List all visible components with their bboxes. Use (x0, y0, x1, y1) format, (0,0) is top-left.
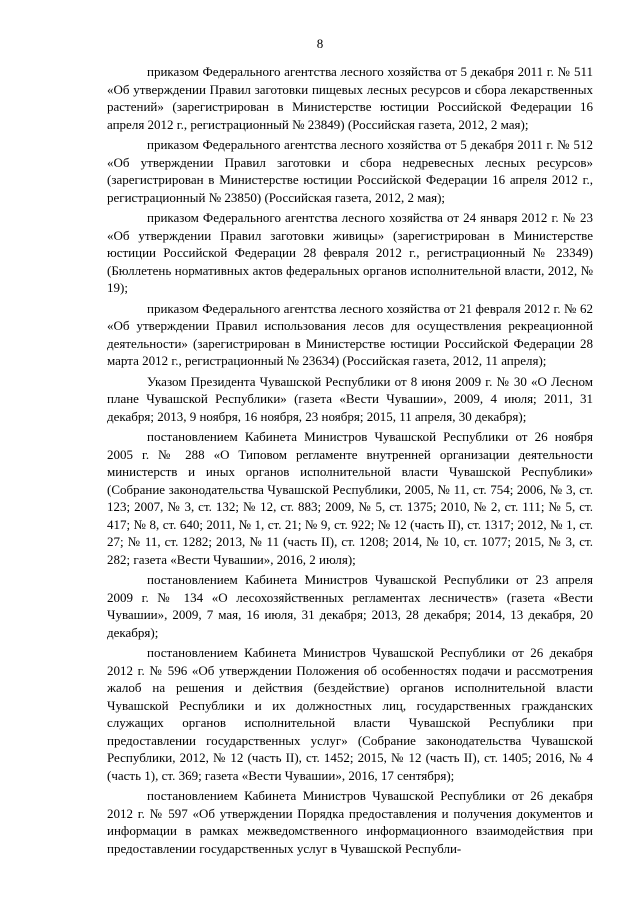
paragraph-order-511: приказом Федерального агентства лесного хозяйства от 5 декабря 2011 г. № 511 «Об утверждении Правил заготовки пищевых лесных ресурсов и сбора лекарственных растений» (зарегистрирован в Министерстве юстиции Российской Федерации 16 апреля 2012 г., регистрационный № 23849) (Российская газета, 2012, 2 мая); (107, 64, 593, 132)
paragraph-order-62: приказом Федерального агентства лесного хозяйства от 21 февраля 2012 г. № 62 «Об утверждении Правил использования лесов для осуществления рекреационной деятельности» (зарегистрирован в Министерстве юстиции Российской Федерации 28 марта 2012 г., регистрационный № 23634) (Российская газета, 2012, 11 апреля); (107, 300, 593, 368)
paragraph-resolution-134: постановлением Кабинета Министров Чувашской Республики от 23 апреля 2009 г. № 134 «О лесохозяйственных регламентах лесничеств» (газета «Вести Чувашии», 2009, 7 мая, 16 июля, 31 декабря; 2013, 28 декабря; 2014, 13 декабря, 20 декабря); (107, 572, 593, 640)
paragraph-resolution-288: постановлением Кабинета Министров Чувашской Республики от 26 ноября 2005 г. № 288 «О Типовом регламенте внутренней организации деятельности министерств и иных органов исполнительной власти Чувашской Республики» (Собрание законодательства Чувашской Республики, 2005, № 11, ст. 754; 2006, № 3, ст. 123; 2007, № 3, ст. 132; № 12, ст. 883; 2009, № 5, ст. 1375; 2010, № 2, ст. 111; № 5, ст. 417; № 8, ст. 640; 2011, № 1, ст. 21; № 9, ст. 922; № 12 (часть II), ст. 1317; 2012, № 1, ст. 27; № 11, ст. 1282; 2013, № 11 (часть II), ст. 1208; 2014, № 10, ст. 1077; 2015, № 3, ст. 282; газета «Вести Чувашии», 2016, 2 июля); (107, 429, 593, 567)
document-body (107, 63, 593, 860)
paragraph-resolution-597: постановлением Кабинета Министров Чувашской Республики от 26 декабря 2012 г. № 597 «Об утверждении Порядка предоставления и получения документов и информации в рамках межведомственного информационного взаимодействия при предоставлении государственных услуг в Чувашской Республи- (107, 788, 593, 856)
page-number: 8 (316, 36, 324, 51)
paragraph-order-512: приказом Федерального агентства лесного хозяйства от 5 декабря 2011 г. № 512 «Об утверждении Правил заготовки и сбора недревесных лесных ресурсов» (зарегистрирован в Министерстве юстиции Российской Федерации 16 апреля 2012 г., регистрационный № 23850) (Российская газета, 2012, 2 мая); (107, 137, 593, 205)
paragraph-order-23: приказом Федерального агентства лесного хозяйства от 24 января 2012 г. № 23 «Об утверждении Правил заготовки живицы» (зарегистрирован в Министерстве юстиции Российской Федерации 28 февраля 2012 г., регистрационный № 23349) (Бюллетень нормативных актов федеральных органов исполнительной власти, 2012, № 19); (107, 210, 593, 295)
paragraph-decree-30: Указом Президента Чувашской Республики от 8 июня 2009 г. № 30 «О Лесном плане Чувашской Республики» (газета «Вести Чувашии», 2009, 4 июля; 2011, 31 декабря; 2013, 9 ноября, 16 ноября, 23 ноября; 2015, 11 апреля, 30 декабря); (107, 373, 593, 424)
paragraph-resolution-596: постановлением Кабинета Министров Чувашской Республики от 26 декабря 2012 г. № 596 «Об утверждении Положения об особенностях подачи и рассмотрения жалоб на решения и действия (бездействие) органов исполнительной власти Чувашской Республики и их должностных лиц, государственных гражданских служащих органов исполнительной власти Чувашской Республики при предоставлении государственных услуг» (Собрание законодательства Чувашской Республики, 2012, № 12 (часть II), ст. 1452; 2015, № 12 (часть II), ст. 1405; 2016, № 4 (часть 1), ст. 369; газета «Вести Чувашии», 2016, 17 сентября); (107, 645, 593, 783)
